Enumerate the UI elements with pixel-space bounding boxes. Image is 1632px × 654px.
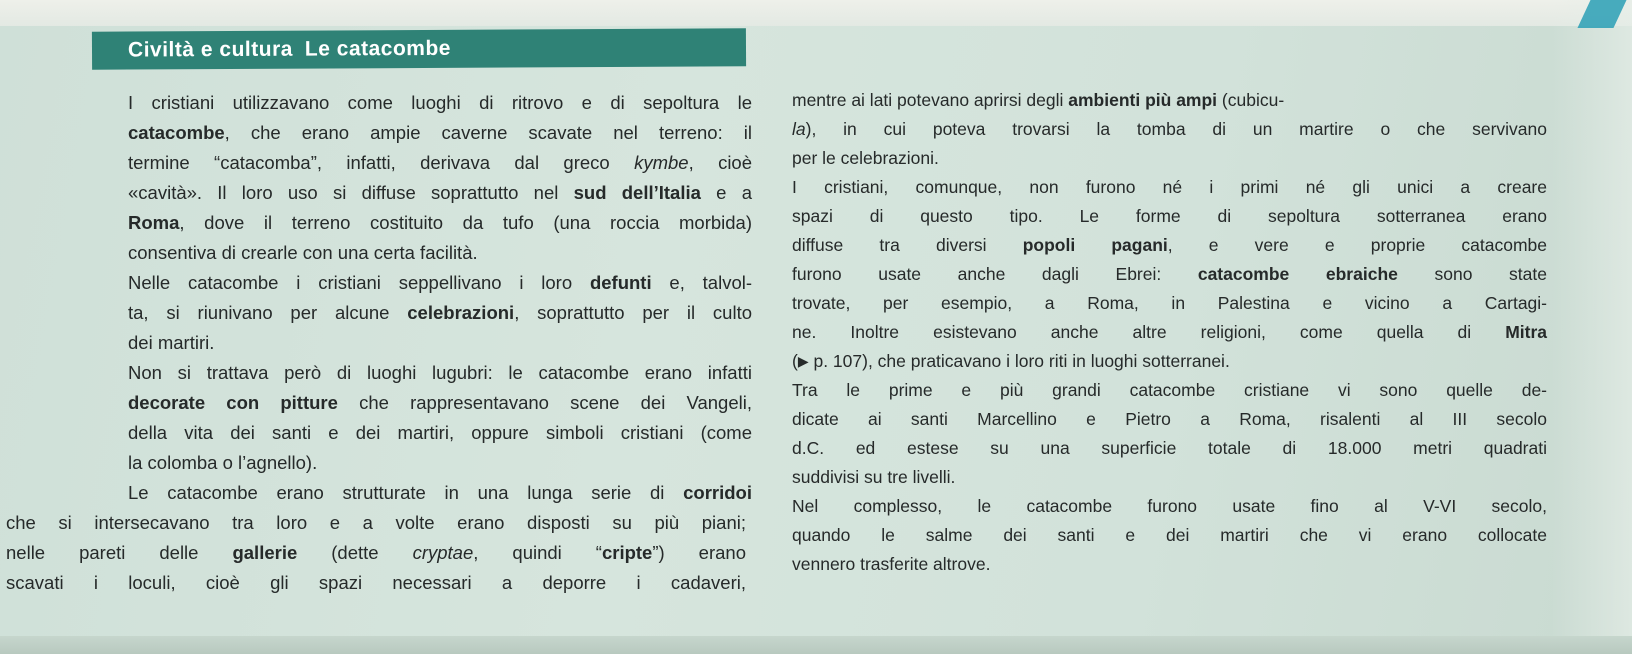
- text-span: dei martiri.: [128, 332, 215, 353]
- text-line: [6, 478, 752, 508]
- page-right-edge: [1552, 0, 1632, 654]
- text-line: [792, 289, 1547, 318]
- text-line: [792, 144, 1547, 173]
- text-line: [792, 434, 1547, 463]
- text-span: quando le salme dei santi e dei martiri che vi erano collocate: [792, 525, 1547, 545]
- text-span: Non si trattava però di luoghi lugubri: le catacombe erano infatti: [128, 362, 752, 383]
- text-span: Le catacombe erano strutturate in una lunga serie di: [128, 482, 684, 503]
- text-span: termine “catacomba”, infatti, derivava dal greco: [128, 152, 635, 173]
- text-line: [6, 328, 752, 358]
- bold-term: catacombe ebraiche: [1197, 264, 1398, 284]
- text-line: [792, 347, 1547, 376]
- text-line: [792, 115, 1547, 144]
- text-span: , e vere e proprie catacombe: [1167, 235, 1547, 255]
- text-span: nelle pareti delle: [6, 542, 233, 563]
- text-span: , dove il terreno costituito da tufo (una roccia morbida): [179, 212, 752, 233]
- text-span: (dette: [297, 542, 413, 563]
- text-line: [792, 231, 1547, 260]
- text-line: [792, 405, 1547, 434]
- text-span: ne. Inoltre esistevano anche altre religioni, come quella di: [792, 322, 1506, 342]
- text-span: , soprattutto per il culto: [514, 302, 752, 323]
- italic-term: kymbe: [634, 152, 689, 173]
- header-title: Le catacombe: [304, 36, 452, 61]
- text-span: ”) erano: [652, 542, 746, 563]
- text-line: [6, 88, 752, 118]
- text-span: Nel complesso, le catacombe furono usate fino al V-VI secolo,: [792, 496, 1547, 516]
- text-span: d.C. ed estese su una superficie totale di 18.000 metri quadrati: [792, 438, 1547, 458]
- text-span: «cavità». Il loro uso si diffuse soprattutto nel: [128, 182, 574, 203]
- text-line: [792, 318, 1547, 347]
- text-span: I cristiani utilizzavano come luoghi di ritrovo e di sepoltura le: [128, 92, 752, 113]
- bold-term: corridoi: [683, 482, 752, 503]
- text-span: che si intersecavano tra loro e a volte erano disposti su più piani;: [6, 512, 746, 533]
- text-line: [792, 550, 1547, 579]
- italic-term: la: [792, 119, 806, 139]
- text-line: [6, 538, 746, 568]
- bold-term: celebrazioni: [407, 302, 515, 323]
- text-span: spazi di questo tipo. Le forme di sepoltura sotterranea erano: [792, 206, 1547, 226]
- text-line: [6, 298, 752, 328]
- arrow-right-icon: ▶: [797, 353, 809, 369]
- text-span: per le celebrazioni.: [792, 148, 939, 168]
- text-span: consentiva di crearle con una certa facilità.: [128, 242, 478, 263]
- text-span: e, talvol-: [651, 272, 753, 293]
- page-top-edge: [0, 0, 1632, 26]
- text-line: [6, 238, 752, 268]
- bold-term: gallerie: [232, 542, 298, 563]
- text-span: Tra le prime e più grandi catacombe cristiane vi sono quelle de-: [792, 380, 1547, 400]
- text-span: Nelle catacombe i cristiani seppellivano i loro: [128, 272, 590, 293]
- text-line: [6, 568, 746, 598]
- text-span: mentre ai lati potevano aprirsi degli: [792, 90, 1069, 110]
- text-line: [792, 492, 1547, 521]
- text-span: della vita dei santi e dei martiri, oppure simboli cristiani (come: [128, 422, 752, 443]
- text-span: (cubicu-: [1217, 90, 1285, 110]
- text-span: che rappresentavano scene dei Vangeli,: [337, 392, 752, 413]
- text-line: [792, 86, 1547, 115]
- text-span: vennero trasferite altrove.: [792, 554, 991, 574]
- bold-term: popoli pagani: [1022, 235, 1168, 255]
- bold-term: catacombe: [128, 122, 225, 143]
- header-category: Civiltà e cultura: [127, 37, 293, 62]
- text-span: , cioè: [688, 152, 753, 173]
- text-line: [6, 178, 752, 208]
- page-bottom-edge: [0, 636, 1632, 654]
- text-line: [792, 173, 1547, 202]
- left-text-column: [6, 88, 766, 598]
- text-line: [6, 418, 752, 448]
- text-line: [792, 260, 1547, 289]
- text-line: [6, 148, 752, 178]
- text-span: suddivisi su tre livelli.: [792, 467, 956, 487]
- text-span: la colomba o l’agnello).: [128, 452, 318, 473]
- text-line: [6, 358, 752, 388]
- text-span: , quindi “: [473, 542, 602, 563]
- section-header: [92, 28, 746, 69]
- right-text-column: [792, 86, 1552, 579]
- text-line: [792, 376, 1547, 405]
- bold-term: cripte: [601, 542, 653, 563]
- bold-term: Mitra: [1505, 322, 1547, 342]
- text-line: [792, 463, 1547, 492]
- text-span: furono usate anche dagli Ebrei:: [792, 264, 1198, 284]
- text-span: p. 107), che praticavano i loro riti in luoghi sotterranei.: [808, 351, 1230, 371]
- bold-term: Roma: [128, 212, 180, 233]
- text-span: diffuse tra diversi: [792, 235, 1023, 255]
- bold-term: ambienti più ampi: [1068, 90, 1218, 110]
- bold-term: sud dell’Italia: [573, 182, 701, 203]
- bold-term: decorate con pitture: [128, 392, 338, 413]
- text-line: [792, 202, 1547, 231]
- text-span: scavati i loculi, cioè gli spazi necessari a deporre i cadaveri,: [6, 572, 746, 593]
- text-line: [6, 268, 752, 298]
- text-span: e a: [700, 182, 752, 203]
- text-line: [6, 208, 752, 238]
- text-span: sono state: [1397, 264, 1547, 284]
- text-span: trovate, per esempio, a Roma, in Palestina e vicino a Cartagi-: [792, 293, 1547, 313]
- bold-term: defunti: [589, 272, 652, 293]
- text-line: [6, 388, 752, 418]
- text-line: [792, 521, 1547, 550]
- text-span: I cristiani, comunque, non furono né i primi né gli unici a creare: [792, 177, 1547, 197]
- text-line: [6, 448, 752, 478]
- text-span: , che erano ampie caverne scavate nel terreno: il: [224, 122, 752, 143]
- text-span: (: [792, 351, 798, 371]
- italic-term: cryptae: [412, 542, 474, 563]
- text-line: [6, 118, 752, 148]
- text-span: ), in cui poteva trovarsi la tomba di un martire o che servivano: [805, 119, 1547, 139]
- text-span: dicate ai santi Marcellino e Pietro a Roma, risalenti al III secolo: [792, 409, 1547, 429]
- text-line: [6, 508, 746, 538]
- text-span: ta, si riunivano per alcune: [128, 302, 408, 323]
